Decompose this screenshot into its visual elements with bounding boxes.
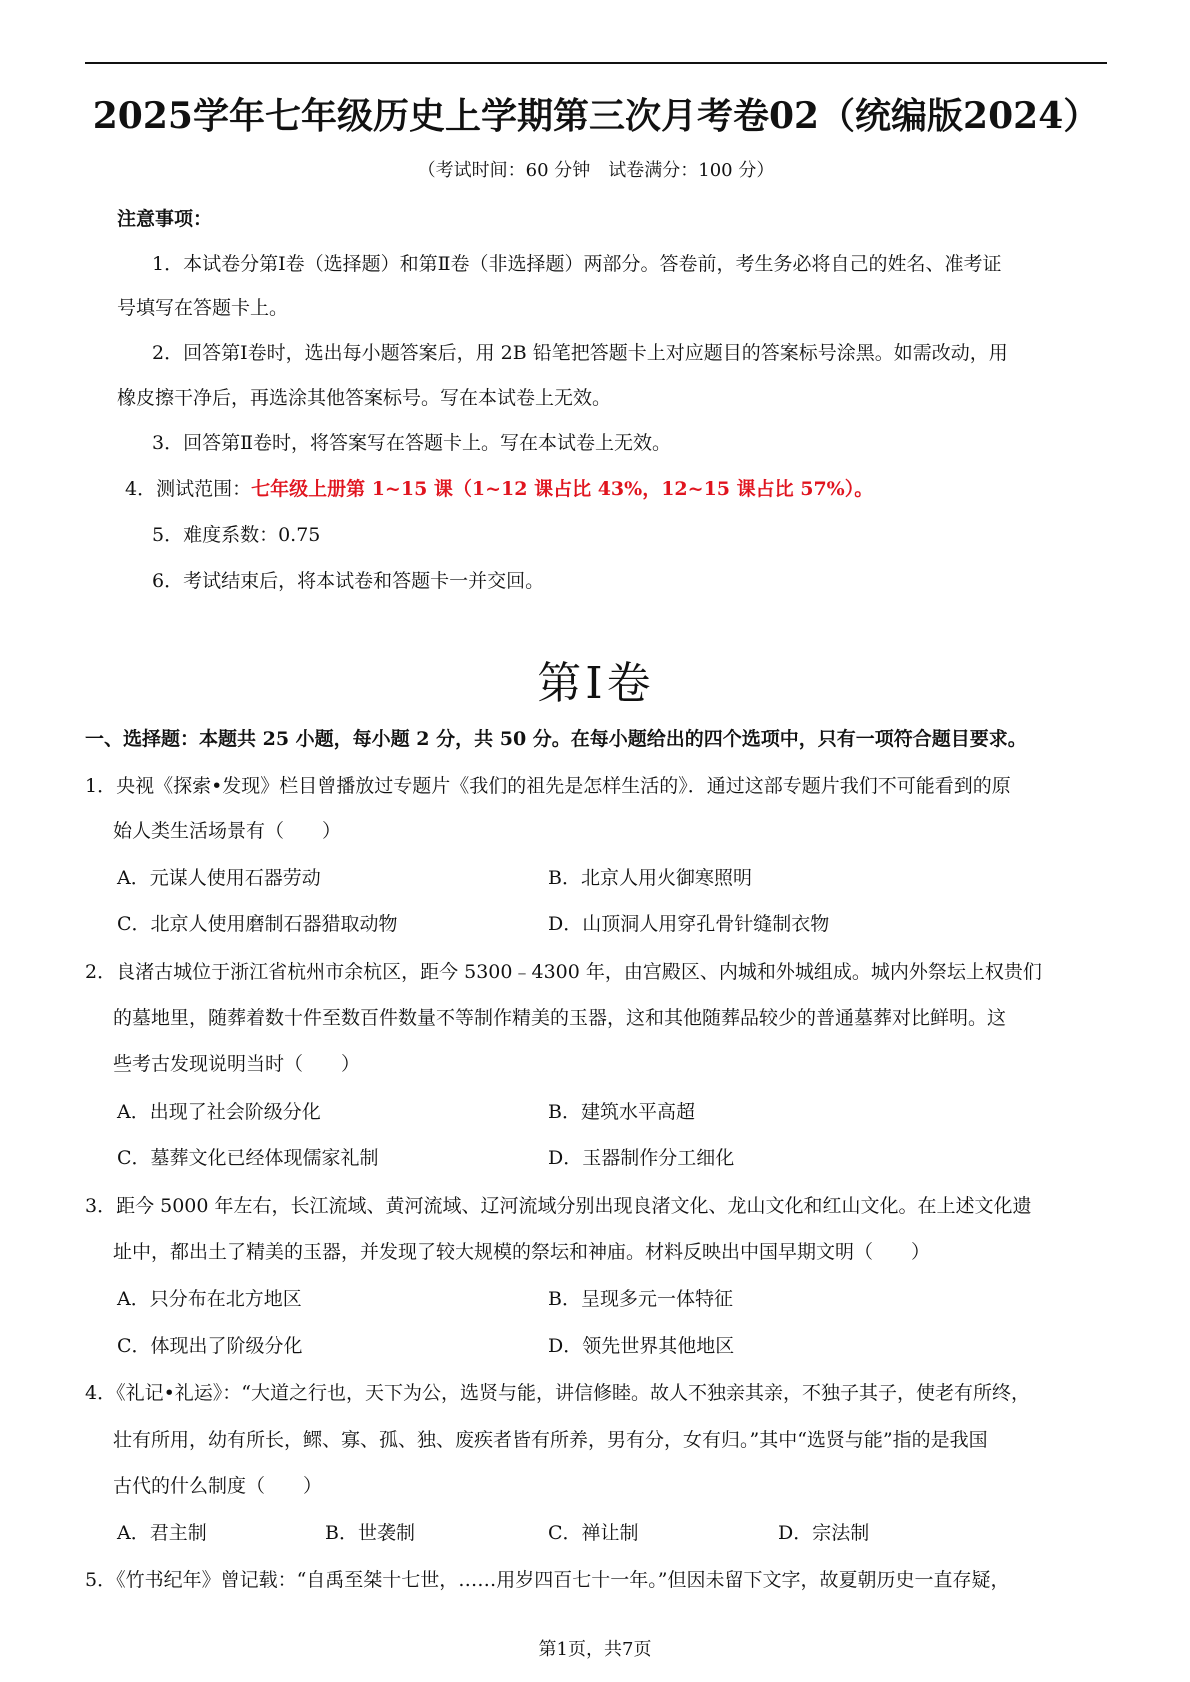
q1-line-1: 1．央视《探索•发现》栏目曾播放过专题片《我们的祖先是怎样生活的》．通过这部专题片我们不可能看到的原 [85, 775, 1011, 797]
note-4 [125, 474, 873, 504]
q2-option-b: B．建筑水平高超 [548, 1101, 695, 1123]
q2-line-3: 些考古发现说明当时（ ） [113, 1053, 361, 1075]
note-6: 6．考试结束后，将本试卷和答题卡一并交回。 [152, 570, 545, 592]
note-2-line-2: 橡皮擦干净后，再选涂其他答案标号。写在本试卷上无效。 [117, 387, 612, 409]
q1-option-b: B．北京人用火御寒照明 [548, 867, 752, 889]
section-1-heading: 一、选择题：本题共 25 小题，每小题 2 分，共 50 分。在每小题给出的四个选项中，只有一项符合题目要求。 [85, 728, 1027, 750]
note-2-line-1: 2．回答第Ⅰ卷时，选出每小题答案后，用 2B 铅笔把答题卡上对应题目的答案标号涂黑。如需改动，用 [152, 342, 1008, 364]
q2-option-d: D．玉器制作分工细化 [548, 1147, 735, 1169]
note-1-line-2: 号填写在答题卡上。 [117, 297, 289, 319]
q4-line-3: 古代的什么制度（ ） [113, 1475, 323, 1497]
q4-option-b: B．世袭制 [325, 1522, 415, 1544]
exam-info: （考试时间：60 分钟 试卷满分：100 分） [417, 160, 775, 181]
q4-line-2: 壮有所用，幼有所长，鳏、寡、孤、独、废疾者皆有所养，男有分，女有归。”其中“选贤与能”指的是我国 [113, 1429, 988, 1451]
page-number: 第1页，共7页 [538, 1639, 652, 1660]
notes-heading: 注意事项： [117, 208, 213, 230]
q1-option-a: A．元谋人使用石器劳动 [117, 867, 321, 889]
q1-line-2: 始人类生活场景有（ ） [113, 820, 342, 842]
q3-option-a: A．只分布在北方地区 [117, 1288, 302, 1310]
note-1-line-1: 1．本试卷分第Ⅰ卷（选择题）和第Ⅱ卷（非选择题）两部分。答卷前，考生务必将自己的姓名、准考证 [152, 253, 1002, 275]
q2-option-c: C．墓葬文化已经体现儒家礼制 [117, 1147, 379, 1169]
q3-option-b: B．呈现多元一体特征 [548, 1288, 733, 1310]
q1-option-d: D．山顶洞人用穿孔骨针缝制衣物 [548, 913, 830, 935]
q4-option-d: D．宗法制 [778, 1522, 870, 1544]
note-3: 3．回答第Ⅱ卷时，将答案写在答题卡上。写在本试卷上无效。 [152, 432, 672, 454]
q4-option-a: A．君主制 [117, 1522, 207, 1544]
q3-option-c: C．体现出了阶级分化 [117, 1335, 303, 1357]
q3-line-1: 3．距今 5000 年左右，长江流域、黄河流域、辽河流域分别出现良渚文化、龙山文化和红山文化。在上述文化遗 [85, 1195, 1032, 1217]
header-rule [85, 62, 1107, 64]
test-scope: 七年级上册第 1~15 课（1~12 课占比 43%，12~15 课占比 57%）。 [251, 478, 874, 500]
q3-line-2: 址中，都出土了精美的玉器，并发现了较大规模的祭坛和神庙。材料反映出中国早期文明（ ） [113, 1241, 931, 1263]
q2-option-a: A．出现了社会阶级分化 [117, 1101, 321, 1123]
q2-line-1: 2．良渚古城位于浙江省杭州市余杭区，距今 5300﹣4300 年，由宫殿区、内城和外城组成。城内外祭坛上权贵们 [85, 961, 1042, 983]
volume-title: 第Ⅰ卷 [537, 658, 655, 709]
q4-option-c: C．禅让制 [548, 1522, 639, 1544]
q2-line-2: 的墓地里，随葬着数十件至数百件数量不等制作精美的玉器，这和其他随葬品较少的普通墓葬对比鲜明。这 [113, 1007, 1007, 1029]
q3-option-d: D．领先世界其他地区 [548, 1335, 735, 1357]
q5-line-1: 5．《竹书纪年》曾记载：“自禹至桀十七世，……用岁四百七十一年。”但因未留下文字，故夏朝历史一直存疑， [85, 1569, 1010, 1591]
note-5: 5．难度系数：0.75 [152, 524, 321, 546]
q4-line-1: 4．《礼记•礼运》：“大道之行也，天下为公，选贤与能，讲信修睦。故人不独亲其亲，不独子其子，使老有所终， [85, 1382, 1031, 1404]
q1-option-c: C．北京人使用磨制石器猎取动物 [117, 913, 398, 935]
page-title: 2025学年七年级历史上学期第三次月考卷02（统编版2024） [92, 95, 1100, 137]
note-4-prefix: 4．测试范围： [125, 478, 252, 500]
